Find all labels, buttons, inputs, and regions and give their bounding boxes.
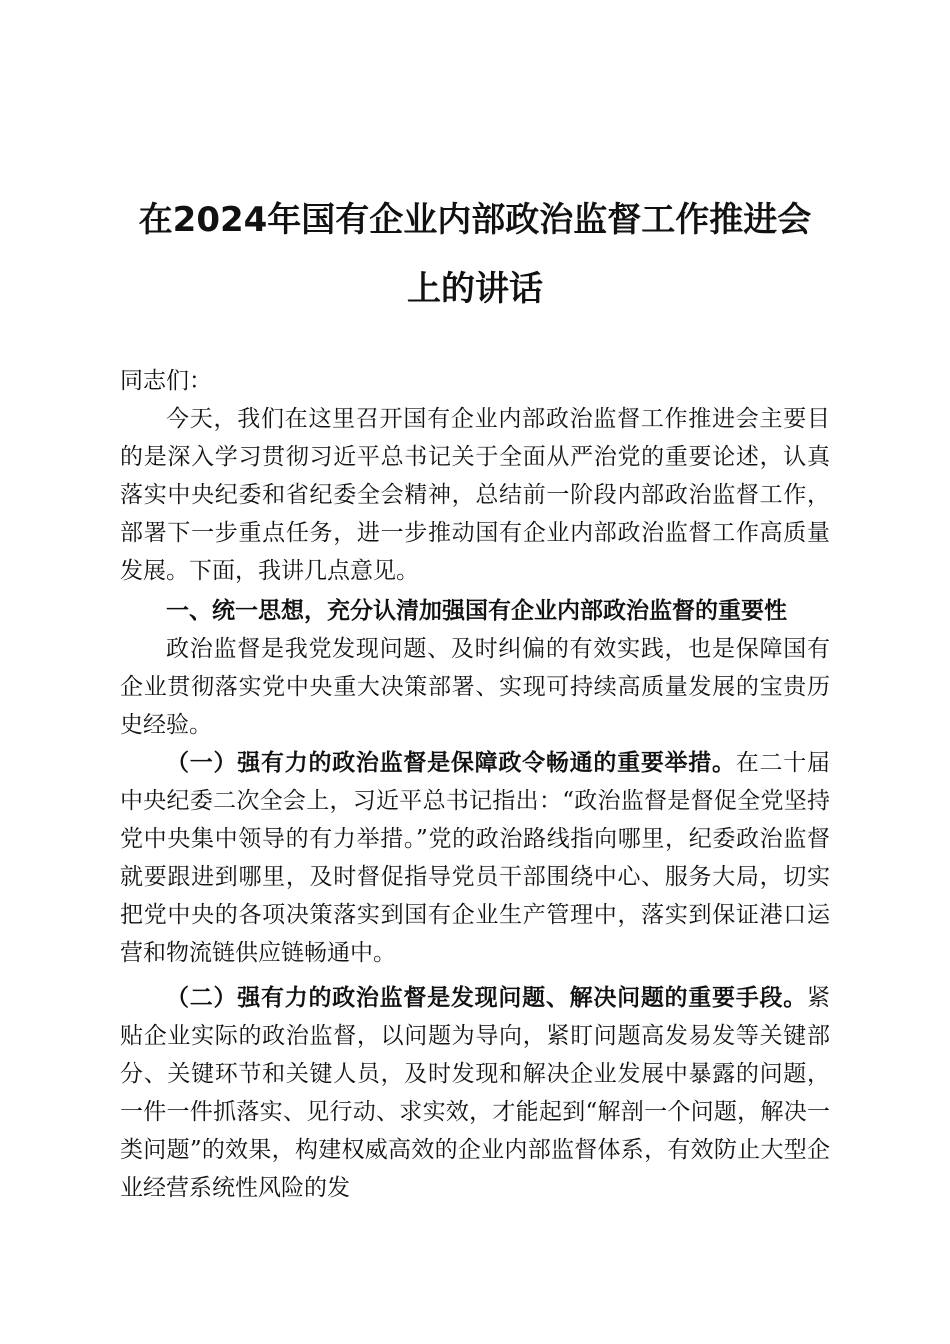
intro-paragraph: 今天，我们在这里召开国有企业内部政治监督工作推进会主要目的是深入学习贯彻习近平总书记关于全面从严治党的重要论述，认真落实中央纪委和省纪委全会精神，总结前一阶段内部政治监督工作，部署下一步重点任务，进一步推动国有企业内部政治监督工作高质量发展。下面，我讲几点意见。 — [120, 406, 830, 584]
subsection1-body: 在二十届中央纪委二次全会上，习近平总书记指出：“政治监督是督促全党坚持党中央集中领导的有力举措。”党的政治路线指向哪里，纪委政治监督就要跟进到哪里，及时督促指导党员干部围绕中心、服务大局，切实把党中央的各项决策落实到国有企业生产管理中，落实到保证港口运营和物流链供应链畅通中。 — [120, 750, 831, 966]
salutation: 同志们： — [120, 368, 212, 394]
subsection1-paragraph — [120, 744, 830, 972]
subsection2-paragraph — [120, 979, 830, 1207]
document-body — [120, 362, 830, 1207]
document-title-line1: 在2024年国有企业内部政治监督工作推进会 — [138, 200, 812, 240]
subsection2-body: 紧贴企业实际的政治监督，以问题为导向，紧盯问题高发易发等关键部分、关键环节和关键人员，及时发现和解决企业发展中暴露的问题，一件一件抓落实、见行动、求实效，才能起到“解剖一个问题，解决一类问题”的效果，构建权威高效的企业内部监督体系，有效防止大型企业经营系统性风险的发 — [120, 985, 830, 1201]
section-heading-1: 一、统一思想，充分认清加强国有企业内部政治监督的重要性 — [166, 598, 787, 624]
section1-paragraph: 政治监督是我党发现问题、及时纠偏的有效实践，也是保障国有企业贯彻落实党中央重大决策部署、实现可持续高质量发展的宝贵历史经验。 — [120, 636, 830, 738]
subsection1-lead: （一）强有力的政治监督是保障政令畅通的重要举措。 — [166, 750, 736, 776]
document-title-line2: 上的讲话 — [407, 269, 543, 309]
subsection2-lead: （二）强有力的政治监督是发现问题、解决问题的重要手段。 — [166, 985, 807, 1011]
